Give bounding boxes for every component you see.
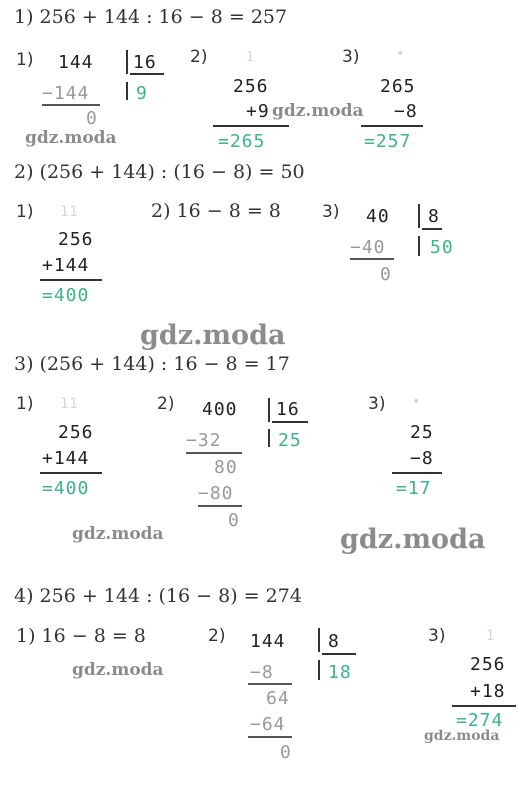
watermark: gdz.moda (140, 320, 286, 351)
p3-division-bar (268, 398, 270, 422)
p2-step-3-label: 3) (322, 202, 340, 222)
p3-addition-carry: 11 (60, 396, 79, 412)
p3-division-line-1 (186, 452, 242, 454)
watermark: gdz.moda (25, 128, 117, 148)
p1-division-divisor: 16 (133, 52, 157, 73)
p2-division-dividend: 40 (366, 206, 390, 227)
watermark: gdz.moda (340, 524, 486, 555)
p3-divisor-underline (272, 421, 308, 423)
p1-subtraction-top: 265 (380, 76, 416, 97)
p1-addition-bottom: +9 (246, 101, 270, 122)
p2-division-remainder: 0 (380, 264, 392, 285)
p1-addition-result: =265 (218, 131, 266, 152)
p3-subtraction-result: =17 (396, 478, 432, 499)
p3-step-3-label: 3) (368, 394, 386, 414)
p3-quotient-bar (268, 429, 270, 447)
p4-division-sub1: −8 (250, 662, 274, 683)
p1-subtraction-bottom: −8 (394, 101, 418, 122)
p4-division-line-1 (248, 683, 292, 685)
p2-addition-top: 256 (58, 229, 94, 250)
p1-step-3-label: 3) (342, 47, 360, 67)
p3-step-1-label: 1) (16, 394, 34, 414)
watermark: gdz.moda (72, 524, 164, 544)
p1-addition-carry: 1 (246, 50, 255, 65)
p2-addition-result: =400 (42, 285, 90, 306)
watermark: gdz.moda (72, 660, 164, 680)
p4-divisor-underline (322, 653, 356, 655)
p4-quotient-bar (318, 660, 320, 680)
p1-step-1-label: 1) (16, 50, 34, 70)
p2-division-quotient: 50 (430, 237, 454, 258)
p2-addition-bottom: +144 (42, 255, 90, 276)
p3-addition-line (40, 472, 102, 474)
p3-division-remainder: 0 (228, 510, 240, 531)
p3-addition-result: =400 (42, 478, 90, 499)
p2-addition-carry: 11 (60, 204, 79, 220)
p4-addition-top: 256 (470, 654, 506, 675)
p4-addition-result: =274 (456, 710, 504, 731)
p3-step-2-label: 2) (157, 394, 175, 414)
problem-1-heading: 1) 256 + 144 : 16 − 8 = 257 (14, 6, 288, 28)
p4-step-3-label: 3) (428, 626, 446, 646)
p4-division-sub2: −64 (250, 714, 286, 735)
p4-division-line-2 (248, 736, 292, 738)
p1-divisor-underline (130, 73, 164, 75)
p2-division-divisor: 8 (428, 206, 440, 227)
problem-3-heading: 3) (256 + 144) : 16 − 8 = 17 (14, 353, 290, 375)
p1-quotient-bar (126, 82, 128, 100)
p3-addition-bottom: +144 (42, 448, 90, 469)
p1-division-bar (126, 50, 128, 74)
p3-addition-top: 256 (58, 422, 94, 443)
p2-divisor-underline (422, 228, 442, 230)
p4-division-bar (318, 628, 320, 652)
p4-division-dividend: 144 (250, 631, 286, 652)
p2-step-1-label: 1) (16, 202, 34, 222)
problem-2-heading: 2) (256 + 144) : (16 − 8) = 50 (14, 161, 305, 183)
p4-division-divisor: 8 (328, 631, 340, 652)
p3-division-line-2 (198, 505, 242, 507)
p3-division-dividend: 400 (202, 399, 238, 420)
p2-division-line (350, 258, 394, 260)
p3-subtraction-line (392, 472, 442, 474)
p4-step-2-label: 2) (208, 626, 226, 646)
p1-subtraction-line (361, 125, 423, 127)
p4-division-remainder: 0 (280, 742, 292, 763)
p2-quotient-bar (418, 236, 420, 256)
p1-division-remainder: 0 (86, 108, 98, 129)
p1-division-quotient: 9 (136, 83, 148, 104)
watermark: gdz.moda (272, 101, 364, 121)
p1-division-dividend: 144 (58, 52, 94, 73)
problem-4-heading: 4) 256 + 144 : (16 − 8) = 274 (14, 585, 302, 607)
p3-subtraction-bottom: −8 (410, 448, 434, 469)
p4-step-1-label: 1) 16 − 8 = 8 (16, 625, 146, 647)
p3-division-quotient: 25 (278, 430, 302, 451)
p3-division-sub2: −80 (198, 483, 234, 504)
p2-division-bar (418, 204, 420, 228)
watermark: gdz.moda (424, 728, 500, 744)
p4-addition-line (452, 705, 516, 707)
p1-subtraction-result: =257 (364, 131, 412, 152)
p1-step-2-label: 2) (190, 47, 208, 67)
p2-step-2-label: 2) 16 − 8 = 8 (151, 200, 281, 222)
p3-division-sub1: −32 (186, 430, 222, 451)
p2-division-subtract: −40 (350, 237, 386, 258)
p4-division-quotient: 18 (328, 662, 352, 683)
p4-addition-bottom: +18 (470, 681, 506, 702)
p1-subtraction-carry: • (396, 46, 406, 62)
p3-division-rem1: 80 (214, 457, 238, 478)
p1-division-line (42, 104, 100, 106)
p1-addition-top: 256 (233, 76, 269, 97)
p4-addition-carry: 1 (486, 628, 496, 644)
p3-division-divisor: 16 (276, 399, 300, 420)
p3-subtraction-carry: • (412, 394, 422, 410)
p2-addition-line (40, 279, 102, 281)
p1-division-subtract: −144 (42, 83, 90, 104)
p4-division-rem1: 64 (266, 688, 290, 709)
p3-subtraction-top: 25 (410, 422, 434, 443)
p1-addition-line (213, 125, 289, 127)
